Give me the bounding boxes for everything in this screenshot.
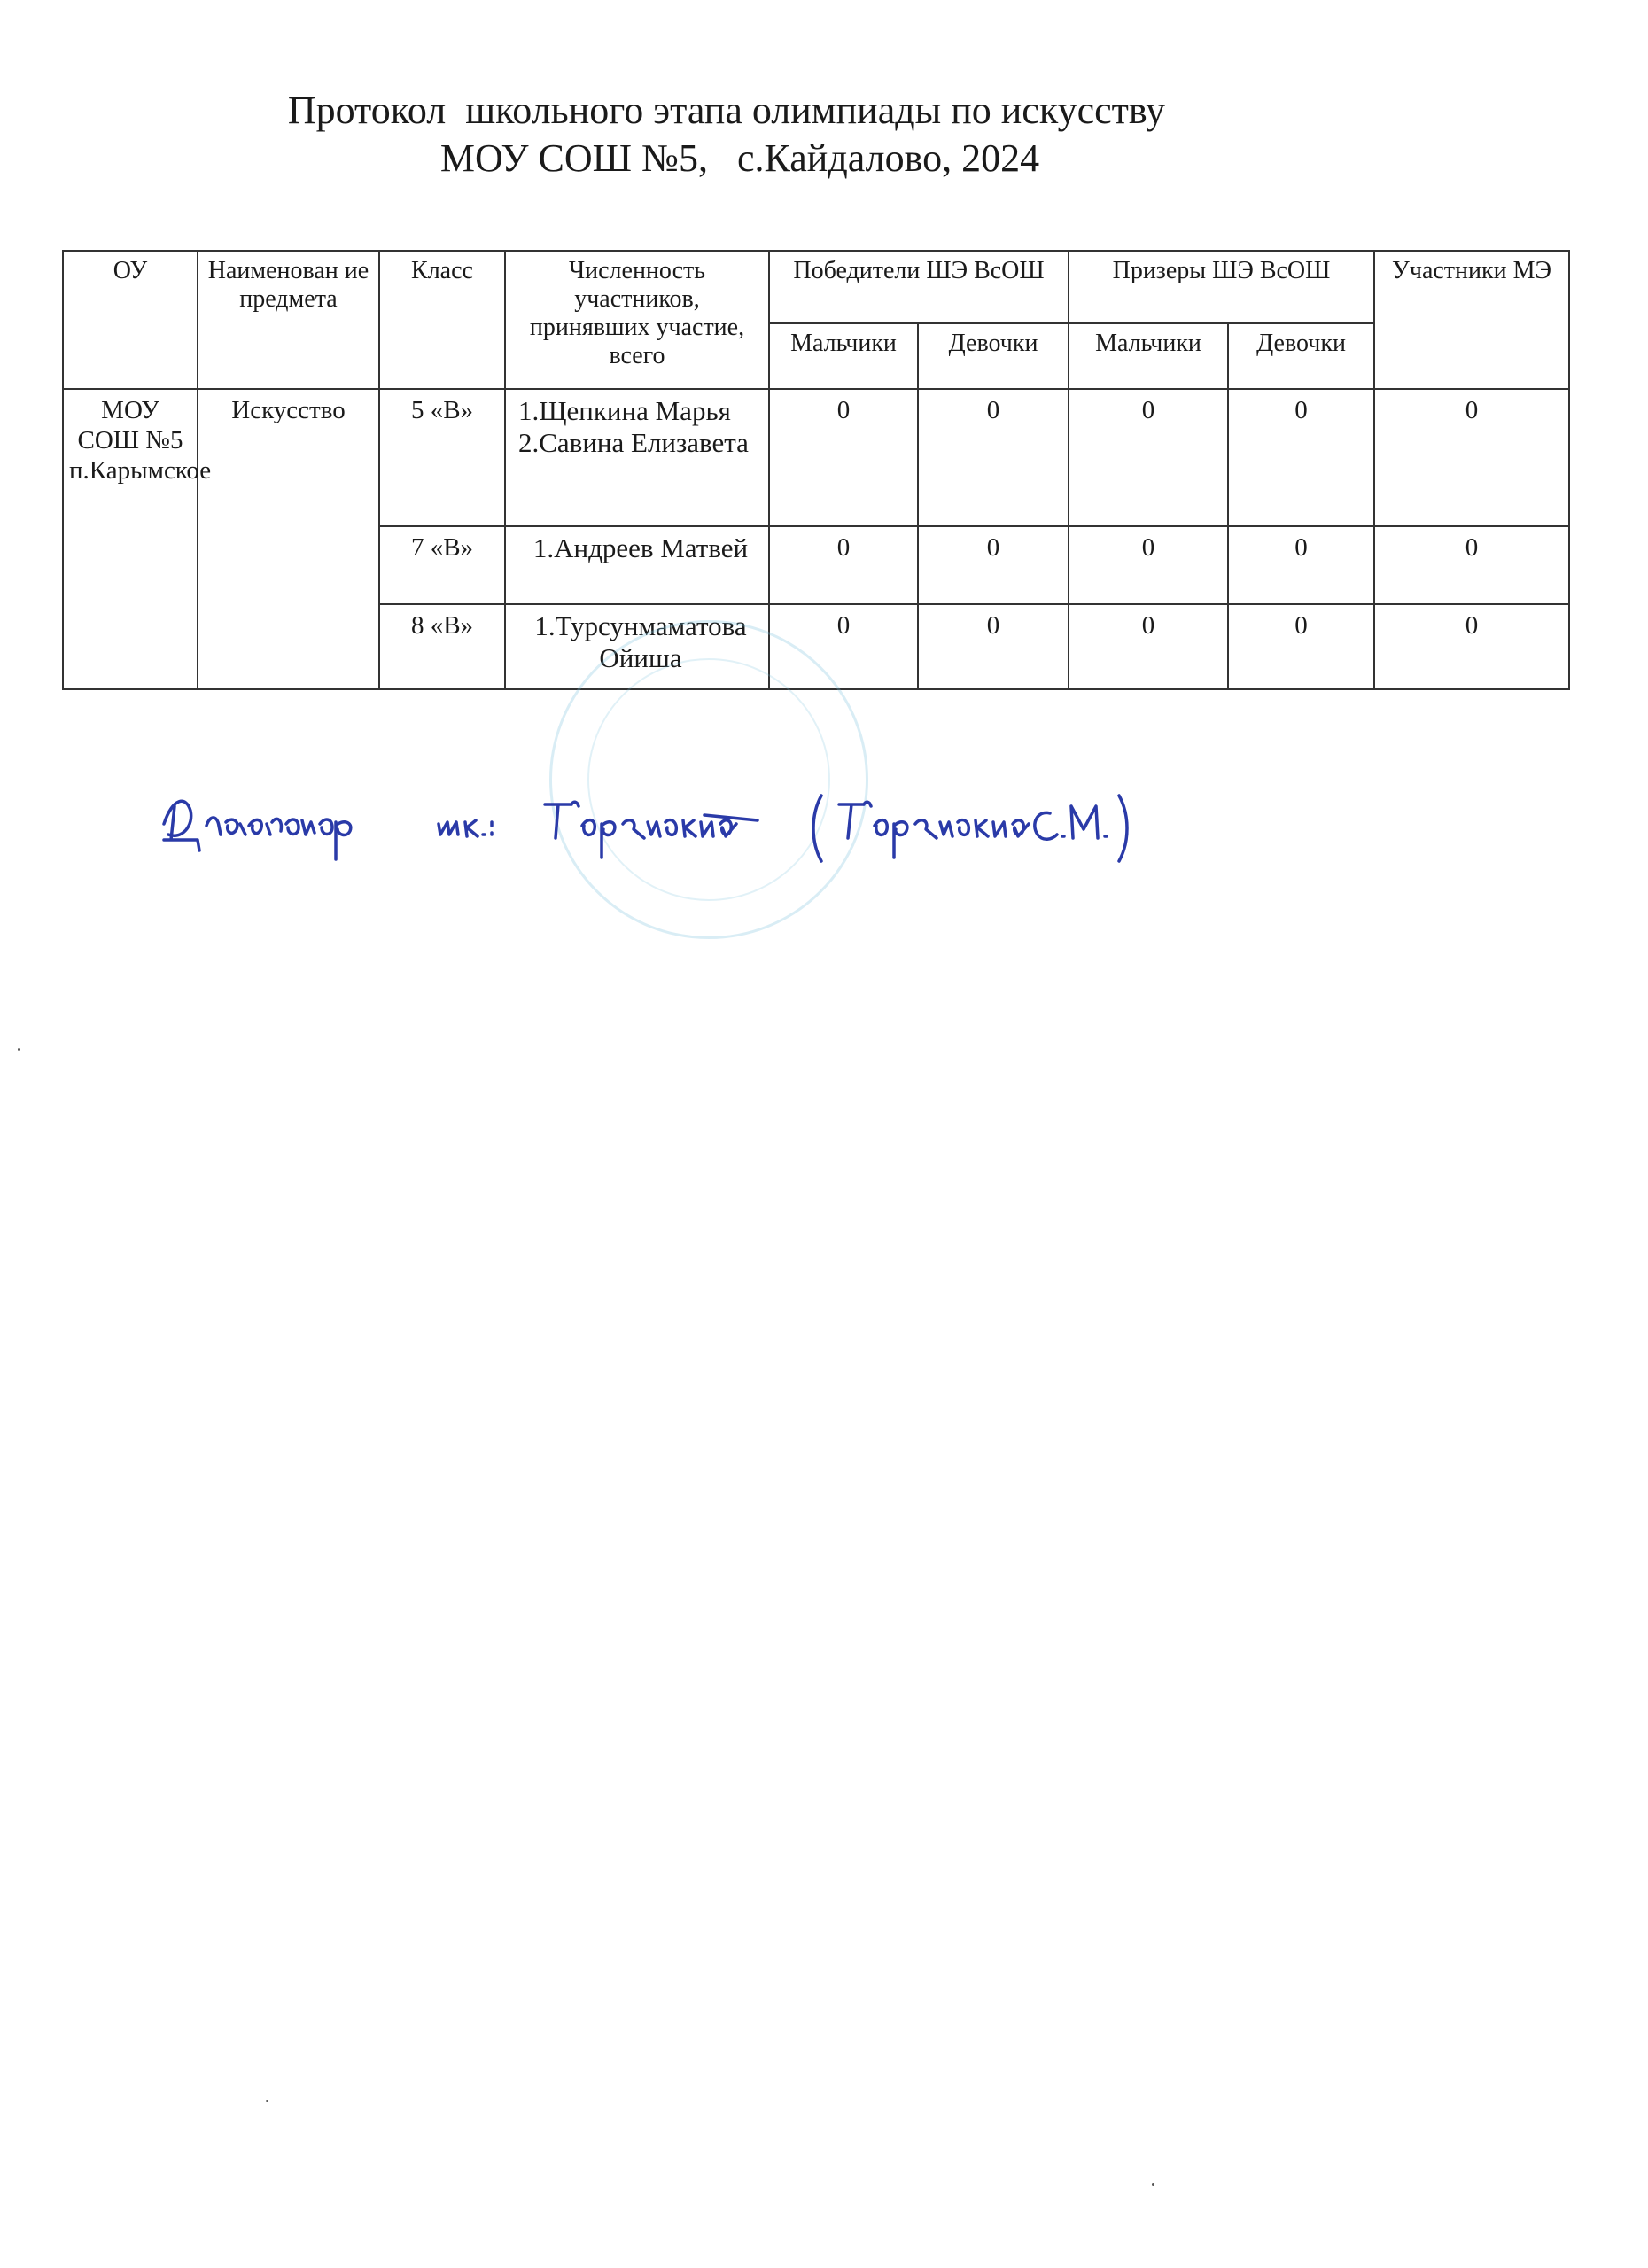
document-title	[0, 87, 1648, 183]
cell-class: 5 «В»	[379, 389, 505, 526]
cell-winners-boys: 0	[769, 389, 918, 526]
cell-winners-girls: 0	[918, 604, 1069, 689]
cell-me: 0	[1374, 389, 1569, 526]
header-winners-boys: Мальчики	[769, 323, 918, 389]
cell-prize-boys: 0	[1069, 389, 1228, 526]
director-signature	[155, 771, 1245, 868]
cell-me: 0	[1374, 604, 1569, 689]
signature-scribble	[155, 771, 1245, 868]
title-line-2: МОУ СОШ №5, с.Кайдалово, 2024	[439, 136, 1040, 180]
cell-prize-girls: 0	[1228, 604, 1374, 689]
protocol-table	[62, 250, 1570, 690]
cell-winners-boys: 0	[769, 604, 918, 689]
header-subject: Наименован ие предмета	[198, 251, 379, 389]
header-count: Численность участников, принявших участие, всего	[505, 251, 769, 389]
cell-class: 7 «В»	[379, 526, 505, 604]
cell-prize-boys: 0	[1069, 526, 1228, 604]
header-class: Класс	[379, 251, 505, 389]
scan-speck	[266, 2100, 268, 2102]
scan-speck	[18, 1048, 20, 1051]
cell-participants	[505, 526, 769, 604]
title-line-1: Протокол школьного этапа олимпиады по искусству	[287, 89, 1166, 132]
header-ou: ОУ	[63, 251, 198, 389]
cell-participants	[505, 389, 769, 526]
table-row	[63, 389, 1569, 526]
cell-subject: Искусство	[198, 389, 379, 689]
scan-speck	[1152, 2183, 1154, 2186]
header-prize-girls: Девочки	[1228, 323, 1374, 389]
participant-name: 1.Щепкина Марья	[518, 395, 731, 426]
header-prize-boys: Мальчики	[1069, 323, 1228, 389]
participant-name: 2.Савина Елизавета	[518, 427, 749, 458]
cell-me: 0	[1374, 526, 1569, 604]
cell-class: 8 «В»	[379, 604, 505, 689]
participant-name: 1.Андреев Матвей	[532, 532, 749, 563]
cell-prize-girls: 0	[1228, 389, 1374, 526]
cell-winners-boys: 0	[769, 526, 918, 604]
participant-name: 1.Турсунмаматова Ойиша	[534, 610, 747, 673]
header-winners: Победители ШЭ ВсОШ	[769, 251, 1069, 323]
header-prizewinners: Призеры ШЭ ВсОШ	[1069, 251, 1374, 323]
cell-prize-girls: 0	[1228, 526, 1374, 604]
cell-prize-boys: 0	[1069, 604, 1228, 689]
header-participants-me: Участники МЭ	[1374, 251, 1569, 389]
header-winners-girls: Девочки	[918, 323, 1069, 389]
cell-winners-girls: 0	[918, 389, 1069, 526]
cell-winners-girls: 0	[918, 526, 1069, 604]
cell-ou: МОУ СОШ №5 п.Карымское	[63, 389, 198, 689]
